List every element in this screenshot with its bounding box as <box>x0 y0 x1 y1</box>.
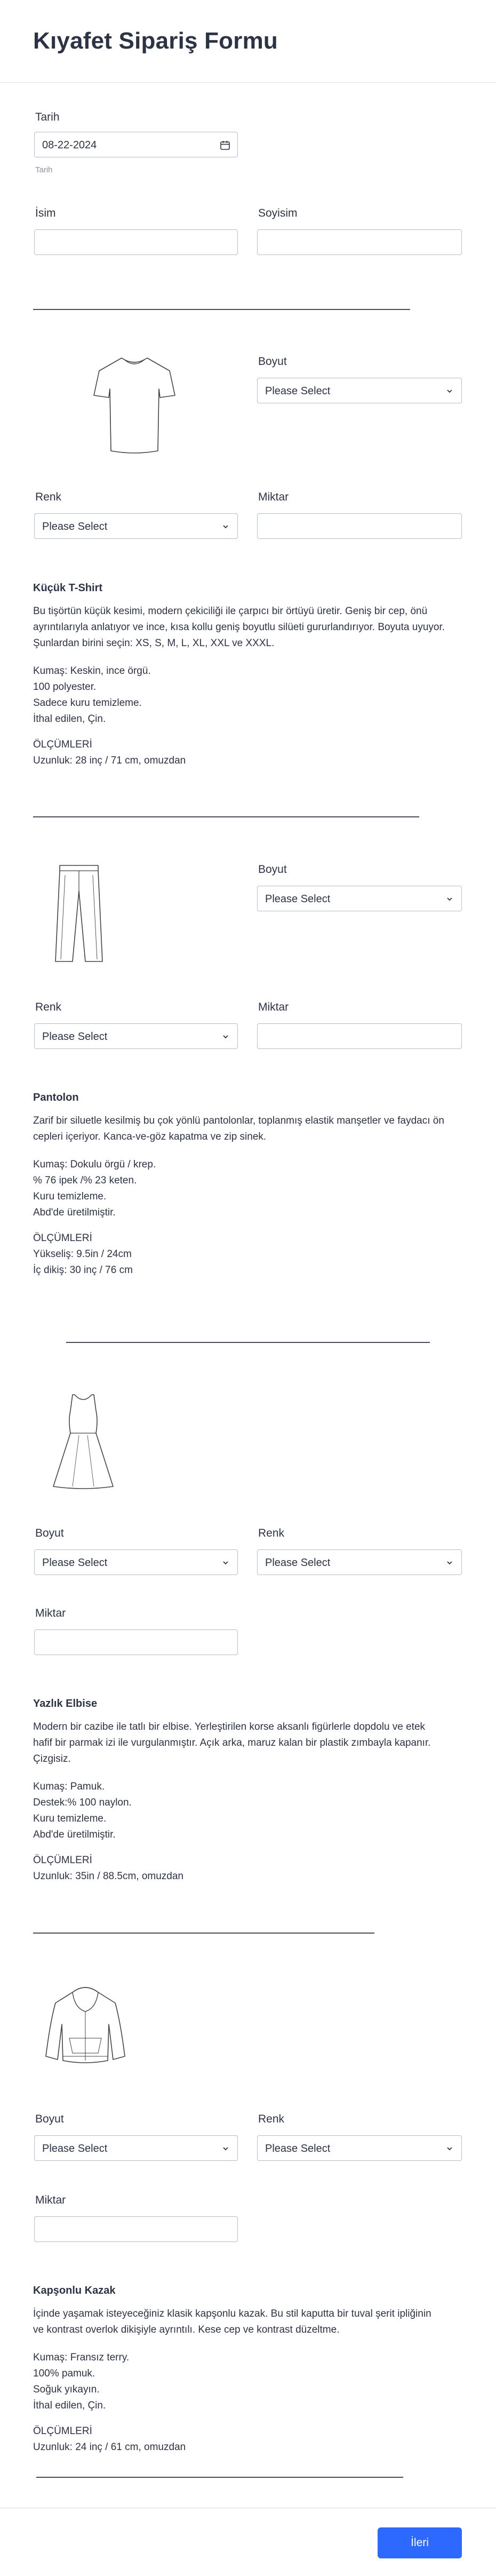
date-sublabel: Tarih <box>35 165 53 174</box>
product-title: Yazlık Elbise <box>33 1698 98 1710</box>
quantity-label: Miktar <box>35 2194 66 2206</box>
spec-line: Sadece kuru temizleme. <box>33 697 142 709</box>
color-label: Renk <box>258 2113 285 2125</box>
spec-line: Abd'de üretilmiştir. <box>33 1207 116 1218</box>
date-input[interactable] <box>34 132 238 157</box>
spec-line: 100 polyester. <box>33 681 97 693</box>
spec-line: İthal edilen, Çin. <box>33 2400 106 2411</box>
size-select[interactable] <box>257 378 462 403</box>
spec-line: % 76 ipek /% 23 keten. <box>33 1175 137 1186</box>
measure-line: ÖLÇÜMLERİ <box>33 2426 92 2437</box>
divider <box>33 816 419 817</box>
tshirt-icon <box>91 355 178 455</box>
spec-line: Kumaş: Pamuk. <box>33 1781 105 1792</box>
chevron-down-icon <box>221 2144 230 2153</box>
measure-line: ÖLÇÜMLERİ <box>33 1233 92 1244</box>
description-line: hafif bir parmak izi ile vurgulanmıştır. Açık arka, maruz kalan bir plastik zımbayla kapanır. <box>33 1737 431 1748</box>
product-description <box>33 1113 470 1145</box>
product-title: Kapşonlu Kazak <box>33 2285 116 2296</box>
description-line: ayrıntılarıyla anlatıyor ve ince, kısa kollu geniş boyutlu silüeti gururlandırıyor. Boyuta uyuyor. <box>33 622 445 633</box>
description-line: İçinde yaşamak isteyeceğiniz klasik kapşonlu kazak. Bu stil kaputta bir tuval şerit ipliğinin <box>33 2308 431 2319</box>
color-select-value: Please Select <box>265 1557 331 1569</box>
spec-line: Abd'de üretilmiştir. <box>33 1829 116 1840</box>
quantity-label: Miktar <box>35 1607 66 1619</box>
spec-line: Kumaş: Keskin, ince örgü. <box>33 665 151 677</box>
product-description <box>33 2306 470 2338</box>
measure-line: ÖLÇÜMLERİ <box>33 739 92 750</box>
quantity-label: Miktar <box>258 491 289 503</box>
color-select-value: Please Select <box>42 521 108 532</box>
hoodie-icon <box>43 1985 128 2066</box>
color-select[interactable] <box>257 2135 462 2161</box>
spec-line: Kumaş: Dokulu örgü / krep. <box>33 1159 156 1170</box>
date-value: 08-22-2024 <box>42 139 97 151</box>
measure-line: Yükseliş: 9.5in / 24cm <box>33 1249 132 1260</box>
next-button[interactable]: İleri <box>378 2527 462 2558</box>
product-description <box>33 603 470 651</box>
product-measurements <box>33 737 186 769</box>
size-select-value: Please Select <box>265 385 331 397</box>
chevron-down-icon <box>445 387 454 395</box>
description-line: ve kontrast overlok dikişiyle ayrıntılı. Kese cep ve kontrast düzeltme. <box>33 2324 340 2335</box>
product-description <box>33 1719 470 1767</box>
spec-line: 100% pamuk. <box>33 2368 95 2379</box>
description-line: Şunlardan birini seçin: XS, S, M, L, XL, XXL ve XXXL. <box>33 638 275 649</box>
color-select[interactable] <box>257 1549 462 1575</box>
date-label: Tarih <box>35 111 60 123</box>
product-measurements <box>33 2423 186 2455</box>
form-header <box>0 0 496 83</box>
chevron-down-icon <box>221 522 230 531</box>
chevron-down-icon <box>445 2144 454 2153</box>
pants-icon <box>53 863 105 964</box>
measure-line: ÖLÇÜMLERİ <box>33 1855 92 1866</box>
color-select-value: Please Select <box>42 1031 108 1043</box>
spec-line: Soğuk yıkayın. <box>33 2384 100 2395</box>
spec-line: Destek:% 100 naylon. <box>33 1797 132 1808</box>
form-title: Kıyafet Sipariş Formu <box>33 28 278 54</box>
color-select[interactable] <box>34 513 238 539</box>
color-label: Renk <box>258 1527 285 1539</box>
measure-line: Uzunluk: 24 inç / 61 cm, omuzdan <box>33 2442 186 2453</box>
color-label: Renk <box>35 491 62 503</box>
size-select[interactable] <box>257 886 462 911</box>
chevron-down-icon <box>221 1559 230 1567</box>
product-specs <box>33 1779 132 1843</box>
quantity-input[interactable] <box>257 1023 462 1049</box>
chevron-down-icon <box>221 1032 230 1041</box>
spec-line: İthal edilen, Çin. <box>33 713 106 725</box>
size-label: Boyut <box>258 863 287 876</box>
spec-line: Kuru temizleme. <box>33 1191 107 1202</box>
quantity-label: Miktar <box>258 1001 289 1013</box>
color-label: Renk <box>35 1001 62 1013</box>
dress-icon <box>51 1393 115 1490</box>
chevron-down-icon <box>445 895 454 903</box>
product-specs <box>33 1157 156 1221</box>
first-name-input[interactable] <box>34 229 238 255</box>
product-measurements <box>33 1853 183 1885</box>
color-select[interactable] <box>34 1023 238 1049</box>
last-name-input[interactable] <box>257 229 462 255</box>
divider <box>33 309 410 310</box>
description-line: Çizgisiz. <box>33 1753 71 1764</box>
quantity-input[interactable] <box>257 513 462 539</box>
description-line: Zarif bir siluetle kesilmiş bu çok yönlü pantolonlar, toplanmış elastik manşetler ve faydacı ön <box>33 1115 444 1126</box>
product-specs <box>33 2350 129 2414</box>
divider <box>36 2477 403 2478</box>
quantity-input[interactable] <box>34 1629 238 1655</box>
size-label: Boyut <box>35 2113 64 2125</box>
product-specs <box>33 663 151 727</box>
product-title: Küçük T-Shirt <box>33 582 103 594</box>
measure-line: Uzunluk: 28 inç / 71 cm, omuzdan <box>33 755 186 766</box>
divider <box>66 1342 430 1343</box>
measure-line: İç dikiş: 30 inç / 76 cm <box>33 1265 133 1276</box>
spec-line: Kuru temizleme. <box>33 1813 107 1824</box>
size-select-value: Please Select <box>42 2143 108 2154</box>
chevron-down-icon <box>445 1559 454 1567</box>
product-title: Pantolon <box>33 1092 79 1103</box>
description-line: Bu tişörtün küçük kesimi, modern çekiciliği ile çarpıcı bir örtüyü üretir. Geniş bir cep, önü <box>33 606 428 617</box>
size-label: Boyut <box>258 355 287 368</box>
color-select-value: Please Select <box>265 2143 331 2154</box>
product-measurements <box>33 1230 133 1278</box>
size-select-value: Please Select <box>42 1557 108 1569</box>
size-label: Boyut <box>35 1527 64 1539</box>
last-name-label: Soyisim <box>258 207 298 219</box>
first-name-label: İsim <box>35 207 56 219</box>
spec-line: Kumaş: Fransız terry. <box>33 2352 130 2363</box>
size-select[interactable] <box>34 1549 238 1575</box>
size-select[interactable] <box>34 2135 238 2161</box>
measure-line: Uzunluk: 35in / 88.5cm, omuzdan <box>33 1871 183 1882</box>
description-line: cepleri içeriyor. Kanca-ve-göz kapatma ve zip sinek. <box>33 1131 267 1142</box>
divider <box>33 1933 374 1934</box>
size-select-value: Please Select <box>265 893 331 905</box>
description-line: Modern bir cazibe ile tatlı bir elbise. Yerleştirilen korse aksanlı figürlerle dopdolu ve etek <box>33 1721 426 1732</box>
quantity-input[interactable] <box>34 2216 238 2242</box>
calendar-icon[interactable] <box>219 139 231 151</box>
